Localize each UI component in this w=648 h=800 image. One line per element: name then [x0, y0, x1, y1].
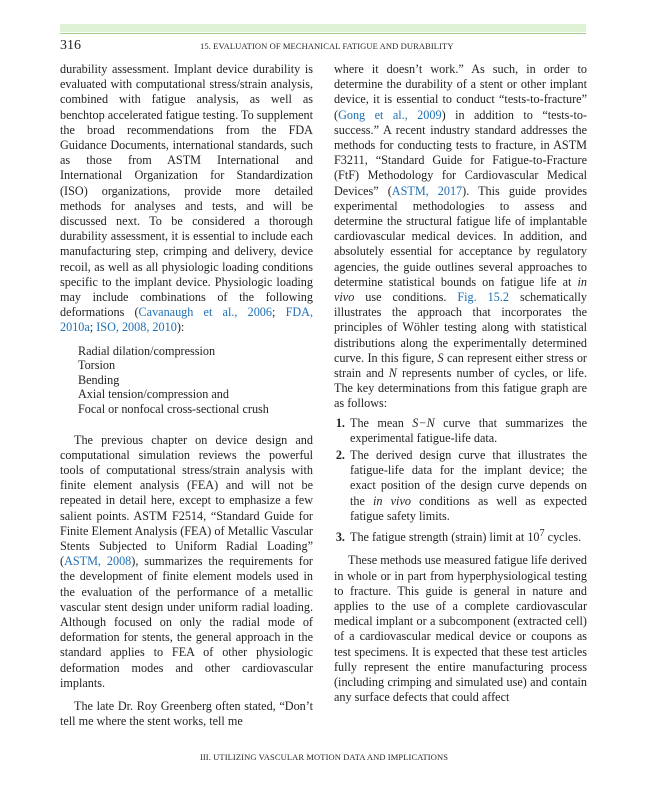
chapter-title: 15. EVALUATION OF MECHANICAL FATIGUE AND DURABILITY: [200, 41, 454, 51]
paragraph: The previous chapter on device design and computational simulation reviews the powerful tools of computational stress/strain analysis with finite element analysis (FEA) and will not be repeated in detail here, except to emphasize a few salient points. ASTM F2514, “Standard Guide for Finite Element Analysis (FEA) of Metallic Vascular Stents Subjected to Uniform Radial Loading” (ASTM, 2008), summarizes the requirements for the development of finite element models used in the evaluation of the performance of a metallic vascular stent design under uniform radial loading. Although focused on only the radial mode of deformation for stents, the general approach in the standard applies to FEA of other physiologic deformation modes and other cardiovascular implants.: [60, 432, 313, 690]
page-number: 316: [60, 38, 81, 53]
determinations-list: [334, 416, 587, 546]
list-item: 1. The mean S−N curve that summarizes the experimental fatigue-life data.: [348, 416, 587, 446]
list-item: Axial tension/compression and: [78, 387, 229, 402]
paragraph: These methods use measured fatigue life derived in whole or in part from hyperphysiological testing to fracture. This guide is general in nature and applies to the use of a complete cardiovascular medical implant or a subcomponent (extracted cell) of a cardiovascular medical device or coupons as test specimens. It is expected that these test articles fully represent the entire manufacturing process (including crimping and simulated use) and contain any surface defects that could affect: [334, 553, 587, 705]
paragraph: where it doesn’t work.” As such, in order to determine the durability of a stent or other implant device, it is essential to conduct “tests-to-fracture” (Gong et al., 2009) in addition to “tests-to-success.” A recent industry standard addresses the methods for conducting tests to fracture, in ASTM F3211, “Standard Guide for Fatigue-to-Fracture (FtF) Methodology for Cardiovascular Medical Devices” (ASTM, 2017). This guide provides experimental methodologies to assess and determine the structural fatigue life of implantable cardiovascular medical devices. In addition, and absolutely essential for acceptance by regulatory agencies, the guide outlines several approaches to determine statistical bounds on fatigue life at in vivo use conditions. Fig. 15.2 schematically illustrates the approach that incorporates the principles of Wöhler testing along with statistical distributions along the experimentally determined curve. In this figure, S can represent either stress or strain and N represents number of cycles, or life. The key determinations from this fatigue graph are as follows:: [334, 62, 587, 411]
citation-link[interactable]: ASTM, 2008: [64, 554, 132, 569]
list-item: 2. The derived design curve that illustrates the fatigue-life data for the implant device; the exact position of the design curve depends on the in vivo conditions as well as expected fatigue safety limits.: [348, 448, 587, 524]
header-band: [60, 24, 586, 32]
header-rule: [60, 33, 586, 34]
citation-link[interactable]: Gong et al., 2009: [338, 107, 442, 122]
citation-link[interactable]: Cavanaugh et al., 2006: [138, 305, 272, 320]
citation-link[interactable]: FDA, 2010a: [60, 305, 313, 335]
left-column: [60, 62, 313, 729]
part-footer: III. UTILIZING VASCULAR MOTION DATA AND IMPLICATIONS: [199, 752, 449, 762]
right-column: [334, 62, 587, 705]
deformation-list: [78, 344, 313, 417]
list-item: Bending: [78, 372, 120, 387]
list-item: 3. The fatigue strength (strain) limit at $10^7$ cycles.: [348, 526, 587, 545]
list-item: Focal or nonfocal cross-sectional crush: [78, 402, 269, 417]
figure-link[interactable]: Fig. 15.2: [457, 290, 509, 305]
list-item: Torsion: [78, 358, 116, 373]
paragraph: The late Dr. Roy Greenberg often stated, “Don’t tell me where the stent works, tell me: [60, 699, 313, 729]
citation-link[interactable]: ISO, 2008, 2010: [96, 320, 177, 335]
citation-link[interactable]: ASTM, 2017: [391, 183, 463, 198]
list-item: Radial dilation/compression: [78, 343, 216, 358]
paragraph: durability assessment. Implant device durability is evaluated with computational stress/strain analysis, combined with fatigue analysis, as well as benchtop accelerated fatigue testing. To supplement the broad recommendations from the FDA Guidance Documents, international standards, such as those from ASTM International and International Organization for Standardization (ISO) organizations, provide more detailed methods for analyses and tests, and will be discussed next. To be considered a thorough durability assessment, it is essential to include each manufacturing step, crimping and delivery, device recoil, as well as all physiologic loading conditions specific to the implant device. Physiologic loading may include combinations of the following deformations (Cavanaugh et al., 2006; FDA, 2010a; ISO, 2008, 2010):: [60, 62, 313, 335]
